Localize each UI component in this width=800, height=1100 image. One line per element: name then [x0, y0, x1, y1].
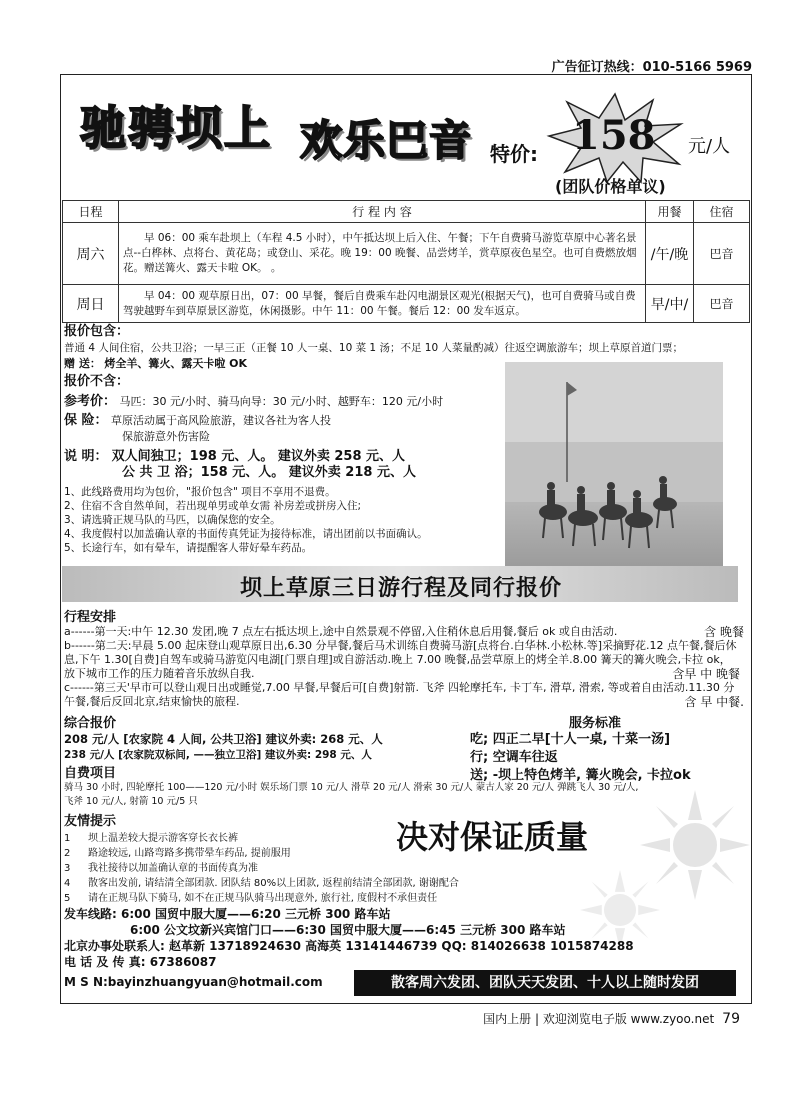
day-prefix: a------ — [64, 625, 95, 638]
horse-riding-photo — [505, 362, 723, 570]
schedule-table — [62, 200, 750, 323]
day-meals: 含 早 中餐. — [684, 695, 744, 709]
tip-item: 1 坝上温差较大提示游客穿长衣长裤 — [64, 833, 238, 844]
quality-slogan: 决对保证质量 — [396, 818, 589, 856]
ad-hotline: 广告征订热线：010-5166 5969 — [551, 60, 752, 75]
page-number: 79 — [722, 1011, 740, 1027]
service-gift: 送; -坝上特色烤羊, 篝火晚会, 卡拉ok — [470, 768, 691, 783]
table-row — [63, 223, 750, 285]
row-stay: 巴音 — [694, 285, 750, 323]
self-pay-title: 自费项目 — [64, 766, 117, 781]
insurance-text: 草原活动属于高风险旅游，建议各社为客人投 — [111, 414, 332, 427]
row-meal: /午/晚 — [646, 223, 694, 285]
departure-label: 发车线路: — [64, 907, 117, 921]
header-day: 日程 — [63, 201, 119, 223]
day-prefix: b------ — [64, 639, 95, 652]
row-day: 周六 — [63, 223, 119, 285]
gift-text: 烤全羊、篝火、露天卡啦 OK — [104, 357, 248, 370]
price-label: 特价: — [490, 142, 538, 166]
title-sub: 欢乐巴音 — [300, 116, 473, 165]
page-footer — [483, 1010, 740, 1027]
term-item: 4、我度假村以加盖确认章的书面传真凭证为接待标准，请出团前以书面确认。 — [64, 528, 428, 540]
included-title: 报价包含： — [64, 324, 130, 339]
note-1: 双人间独卫；198 元、人。 建议外卖 258 元、人 — [111, 449, 406, 464]
itinerary-title: 行程安排 — [64, 610, 117, 625]
header-content: 行 程 内 容 — [119, 201, 646, 223]
service-travel: 行; 空调车往返 — [470, 750, 558, 765]
contact-office: 北京办事处联系人: 赵革新 13718924630 高海英 13141446739 QQ: 814026638 1015874288 — [64, 939, 634, 953]
table-row — [63, 285, 750, 323]
departure-line: 6:00 公文坟新兴宾馆门口——6:30 国贸中服大厦——6:45 三元桥 300 路车站 — [130, 923, 566, 937]
price-unit: 元/人 — [688, 136, 731, 157]
ref-label: 参考价： — [64, 394, 117, 409]
contact-phone: 电 话 及 传 真: 67386087 — [64, 955, 217, 969]
day-prefix: c------ — [64, 681, 94, 694]
term-item: 3、请选骑正规马队的马匹，以确保您的安全。 — [64, 514, 281, 526]
term-item: 5、长途行车，如有晕车，请提醒客人带好晕车药品。 — [64, 542, 313, 554]
row-day: 周日 — [63, 285, 119, 323]
header-stay: 住宿 — [694, 201, 750, 223]
gift-label: 赠 送： — [64, 357, 101, 370]
itinerary-day — [64, 625, 744, 639]
header-meal: 用餐 — [646, 201, 694, 223]
pricing-line: 238 元/人 [农家院双标间, ——独立卫浴] 建议外卖: 298 元、人 — [64, 749, 372, 761]
tip-item: 4 散客出发前, 请结清全部团款. 团队结 80%以上团款, 返程前结清全部团款, 谢谢配合 — [64, 878, 459, 889]
row-content: 早 06：00 乘车赴坝上（车程 4.5 小时），中午抵达坝上后入住、午餐；下午自费骑马游览草原中心著名景点--白桦林、点将台、黄花岛；或登山、采花。晚 19：00 晚餐、品尝烤羊，赏草原夜色星空。也可自费燃放烟花。赠送篝火、露天卡啦 OK。 。 — [119, 223, 646, 285]
service-eat: 吃; 四正二早[十人一桌, 十菜一汤] — [470, 732, 671, 747]
term-item: 2、住宿不含自然单间，若出现单男或单女需 补房差或拼房入住; — [64, 500, 362, 512]
banner-title: 坝上草原三日游行程及同行报价 — [240, 576, 563, 601]
term-item: 1、此线路费用均为包价，"报价包含" 项目不享用不退费。 — [64, 486, 336, 498]
row-meal: 早/中/ — [646, 285, 694, 323]
excluded-title: 报价不含： — [64, 374, 130, 389]
tip-item: 5 请在正规马队下骑马, 如不在正规马队骑马出现意外, 旅行社, 度假村不承但责任 — [64, 893, 438, 904]
ref-text: 马匹：30 元/小时、骑马向导：30 元/小时、越野车：120 元/小时 — [119, 395, 444, 408]
bottom-slogan: 散客周六发团、团队天天发团、十人以上随时发团 — [354, 970, 736, 996]
pricing-section — [64, 712, 383, 763]
pricing-line: 208 元/人 [农家院 4 人间, 公共卫浴] 建议外卖: 268 元、人 — [64, 732, 383, 746]
price-note: (团队价格单议) — [555, 177, 666, 196]
note-label: 说 明： — [64, 449, 108, 464]
self-pay-line: 飞斧 10 元/人, 射箭 10 元/5 只 — [64, 796, 198, 807]
pricing-title: 综合报价 — [64, 716, 117, 731]
insurance-text-2: 保旅游意外伤害险 — [122, 430, 210, 443]
price-value: 158 — [572, 112, 656, 159]
day-text: 第二天:早晨 5.00 起床登山观草原日出,6.30 分早餐,餐后马术训练自费骑马游[点将台.白华林.小松林.等]采摘野花.12 点午餐,餐后休息,下午 1.30[自费]自驾车或骑马游览闪电湖[门票自理]或自游活动.晚上 7.00 晚餐,品尝草原上的烤全羊.8.00 篝天的篝火晚会,卡拉 ok，放下城市工作的压力随着音乐放纵自我. — [64, 639, 737, 680]
row-stay: 巴音 — [694, 223, 750, 285]
title-main: 驰骋坝上 — [80, 101, 272, 155]
day-meals: 含 晚餐 — [704, 625, 744, 639]
service-title: 服务标准 — [568, 716, 621, 731]
itinerary-day — [64, 639, 744, 681]
tip-item: 2 路途较远, 山路弯路多携带晕车药品, 提前服用 — [64, 848, 291, 859]
day-text: 第三天'早市可以登山观日出或睡觉,7.00 早餐,早餐后可[自费]射箭. 飞斧 四轮摩托车, 卡丁车, 滑草, 滑索, 等或着自由活动.11.30 分午餐,餐后反回北京,结束愉快的旅程. — [64, 681, 735, 708]
contact-msn: M S N:bayinzhuangyuan@hotmail.com — [64, 975, 323, 989]
itinerary-day — [64, 681, 744, 709]
day-text: 第一天:中午 12.30 发团,晚 7 点左右抵达坝上,途中自然景观不停留,入住稍休息后用餐,餐后 ok 或自由活动. — [94, 625, 618, 638]
included-text: 普通 4 人间住宿，公共卫浴；一早三正（正餐 10 人一桌、10 菜 1 汤；不足 10 人菜量酌减）往返空调旅游车；坝上草原首道门票； — [64, 342, 683, 354]
table-header-row — [63, 201, 750, 223]
self-pay-line: 骑马 30 小时, 四轮摩托 100——120 元/小时 娱乐场门票 10 元/人 滑草 20 元/人 滑索 30 元/人 蒙古人家 20 元/人 弹跳飞人 30 元/人, — [64, 782, 639, 793]
day-meals: 含早 中 晚餐 — [672, 667, 740, 681]
tip-item: 3 我社接待以加盖确认章的书面传真为准 — [64, 863, 258, 874]
row-content: 早 04：00 观草原日出，07：00 早餐，餐后自费乘车赴闪电湖景区观光(根据天气)，也可自费骑马或自费驾驶越野车到草原景区游览，休闲摄影。中午 11：00 午餐。餐后 12：00 发车返京。 — [119, 285, 646, 323]
tips-title: 友情提示 — [64, 814, 117, 829]
departure-line: 6:00 国贸中服大厦——6:20 三元桥 300 路车站 — [121, 907, 391, 921]
insurance-label: 保 险： — [64, 413, 108, 428]
itinerary-section — [64, 606, 744, 709]
footer-text: 国内上册 | 欢迎浏览电子版 www.zyoo.net — [483, 1012, 715, 1026]
note-2: 公 共 卫 浴；158 元、人。 建议外卖 218 元、人 — [122, 465, 416, 480]
